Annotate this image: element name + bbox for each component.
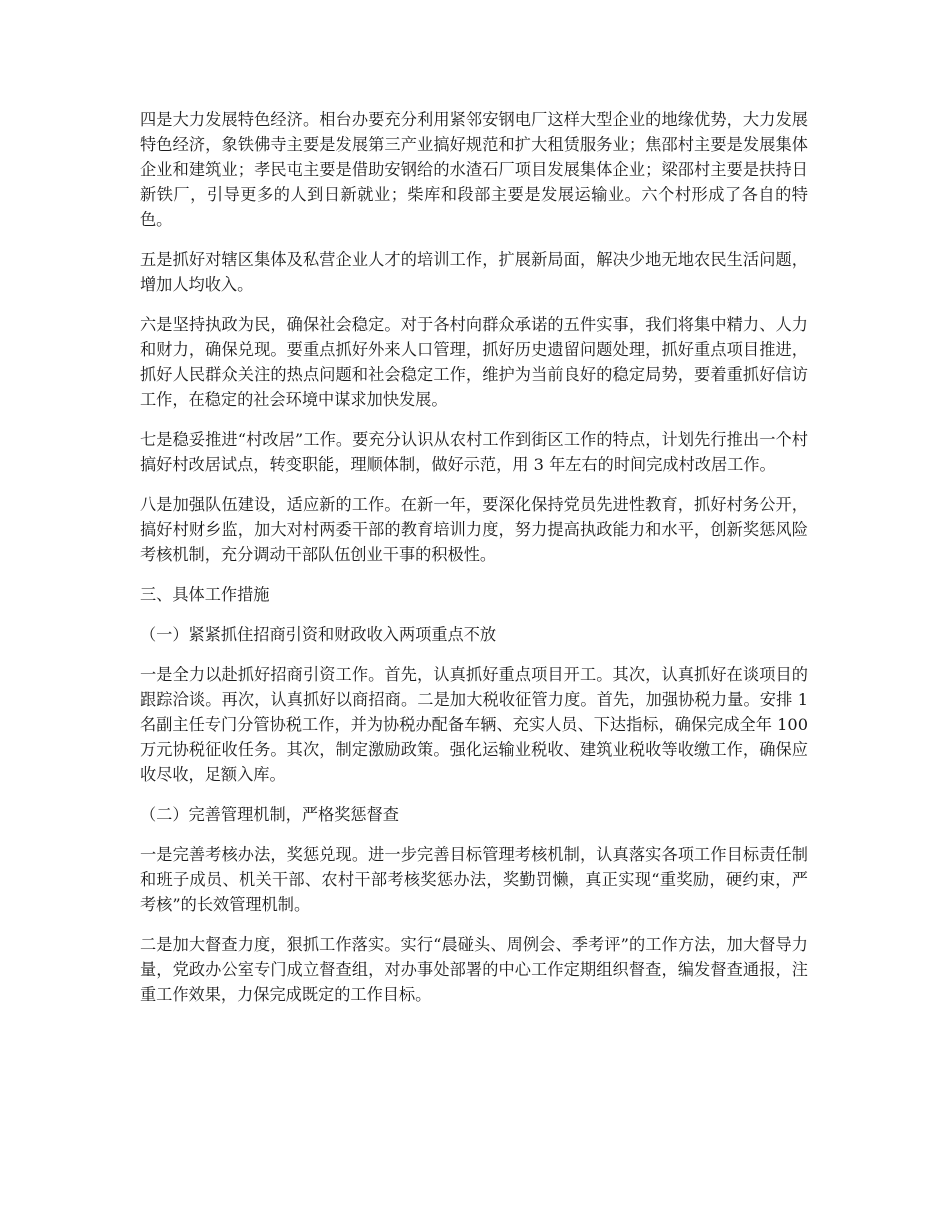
paragraph-eight-team-building: 八是加强队伍建设，适应新的工作。在新一年，要深化保持党员先进性教育，抓好村务公开，搞好村财乡监，加大对村两委干部的教育培训力度，努力提高执政能力和水平，创新奖惩风险考核机制，充分调动干部队伍创业干事的积极性。 (140, 495, 808, 564)
section-heading-measures: 三、具体工作措施 (140, 585, 270, 604)
paragraph-six-social-stability: 六是坚持执政为民，确保社会稳定。对于各村向群众承诺的五件实事，我们将集中精力、人力和财力，确保兑现。要重点抓好外来人口管理，抓好历史遗留问题处理，抓好重点项目推进，抓好人民群众关注的热点问题和社会稳定工作，维护为当前良好的稳定局势，要着重抓好信访工作，在稳定的社会环境中谋求加快发展。 (140, 315, 808, 409)
document-page (140, 107, 808, 1022)
paragraph-supervision: 二是加大督查力度，狠抓工作落实。实行“晨碰头、周例会、季考评”的工作方法，加大督导力量，党政办公室专门成立督查组，对办事处部署的中心工作定期组织督查，编发督查通报，注重工作效果，力保完成既定的工作目标。 (140, 935, 808, 1004)
paragraph-five-talent-training: 五是抓好对辖区集体及私营企业人才的培训工作，扩展新局面，解决少地无地农民生活问题，增加人均收入。 (140, 250, 808, 294)
paragraph-investment-tax: 一是全力以赴抓好招商引资工作。首先，认真抓好重点项目开工。其次，认真抓好在谈项目的跟踪洽谈。再次，认真抓好以商招商。二是加大税收征管力度。首先，加强协税力量。安排 1 名副主任专门分管协税工作，并为协税办配备车辆、充实人员、下达指标，确保完成全年 100 万元协税征收任务。其次，制定激励政策。强化运输业税收、建筑业税收等收缴工作，确保应收尽收，足额入库。 (140, 665, 808, 784)
paragraph-assessment-method: 一是完善考核办法，奖惩兑现。进一步完善目标管理考核机制，认真落实各项工作目标责任制和班子成员、机关干部、农村干部考核奖惩办法，奖勤罚懒，真正实现“重奖励，硬约束，严考核”的长效管理机制。 (140, 845, 808, 914)
subsection-heading-management: （二）完善管理机制，严格奖惩督查 (140, 805, 399, 824)
subsection-heading-investment: （一）紧紧抓住招商引资和财政收入两项重点不放 (140, 625, 497, 644)
paragraph-four-special-economy: 四是大力发展特色经济。相台办要充分利用紧邻安钢电厂这样大型企业的地缘优势，大力发展特色经济，象铁佛寺主要是发展第三产业搞好规范和扩大租赁服务业；焦邵村主要是发展集体企业和建筑业；孝民屯主要是借助安钢给的水渣石厂项目发展集体企业；梁邵村主要是扶持日新铁厂，引导更多的人到日新就业；柴库和段部主要是发展运输业。六个村形成了各自的特色。 (140, 110, 808, 229)
paragraph-seven-village-reform: 七是稳妥推进“村改居”工作。要充分认识从农村工作到街区工作的特点，计划先行推出一个村搞好村改居试点，转变职能，理顺体制，做好示范，用 3 年左右的时间完成村改居工作。 (140, 430, 808, 474)
